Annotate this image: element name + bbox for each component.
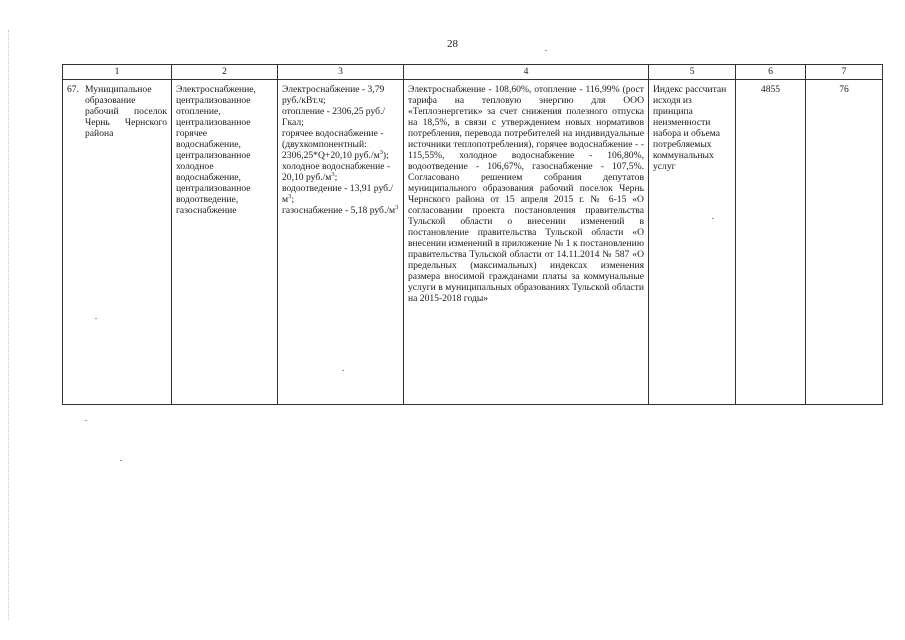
note-cell: Индекс рассчитан исходя из принципа неизменности набора и объема потребляемых коммунальных услуг (649, 80, 736, 405)
tariff-separator: ; (334, 172, 338, 183)
scan-speck (85, 420, 87, 421)
header-row (63, 65, 883, 80)
services-cell: Электроснабжение, централизованное отопление, централизованное горячее водоснабжение, централизованное холодное водоснабжение, централизованное водоотведение, газоснабжение (172, 80, 278, 405)
value-cell-7: 76 (806, 80, 883, 405)
tariff-separator: ; (291, 194, 294, 205)
tariff-sewerage: водоотведение - 13,91 руб./м (282, 183, 394, 205)
column-header: 4 (404, 65, 649, 80)
tariff-cold-water: ); холодное водоснабжение - 20,10 руб./м (282, 150, 391, 183)
column-header: 2 (172, 65, 278, 80)
tariff-table (62, 64, 883, 405)
column-header: 5 (649, 65, 736, 80)
tariff-hot-water: горячее водоснабжение - (двухкомпонентный: 2306,25*Q+20,10 руб./м (282, 128, 384, 161)
row-number: 67. (67, 84, 79, 95)
municipality-name: Муниципальное образование рабочий поселок Чернь Чернского района (85, 84, 167, 139)
justification-cell: Электроснабжение - 108,60%, отопление - 116,99% (рост тарифа на тепловую энергию для ООО «Теплоэнергетик» за счет снижения полезного отпуска на 18,5%, в связи с утверждением новых нормативов потребления, перевода потребителей на индивидуальные источники теплопотребления), горячее водоснабжение - - 115,55%, холодное водоснабжение - 106,80%, водоотведение - 106,67%, газоснабжение - 107,5%. Согласовано решением собрания депутатов муниципального образования рабочий поселок Чернь Чернского района от 15 апреля 2015 г. № 6-15 «О согласовании проекта постановления правительства Тульской области о внесении изменений в постановление правительства Тульской области «О внесении изменений в приложение № 1 к постановлению правительства Тульской области от 14.11.2014 № 587 «О предельных (максимальных) индексах изменения размера вносимой гражданами платы за коммунальные услуги в муниципальных образованиях Тульской области на 2015-2018 годы» (404, 80, 649, 405)
tariff-electricity: Электроснабжение - 3,79 руб./кВт.ч; (282, 84, 385, 106)
tariff-heating: отопление - 2306,25 руб./Гкал; (282, 106, 386, 128)
table-row (63, 80, 883, 405)
superscript: 3 (331, 170, 335, 178)
column-header: 7 (806, 65, 883, 80)
page-number: 28 (447, 38, 458, 50)
tariffs-cell (278, 80, 404, 405)
scan-speck (120, 460, 122, 461)
value-cell-6: 4855 (736, 80, 806, 405)
municipality-cell (63, 80, 172, 405)
scan-margin-line (8, 30, 9, 620)
column-header: 1 (63, 65, 172, 80)
superscript: 3 (379, 148, 383, 156)
scan-speck (545, 50, 547, 51)
superscript: 3 (395, 203, 399, 211)
tariff-gas: газоснабжение - 5,18 руб./м (282, 205, 396, 216)
column-header: 3 (278, 65, 404, 80)
column-header: 6 (736, 65, 806, 80)
superscript: 3 (288, 192, 292, 200)
